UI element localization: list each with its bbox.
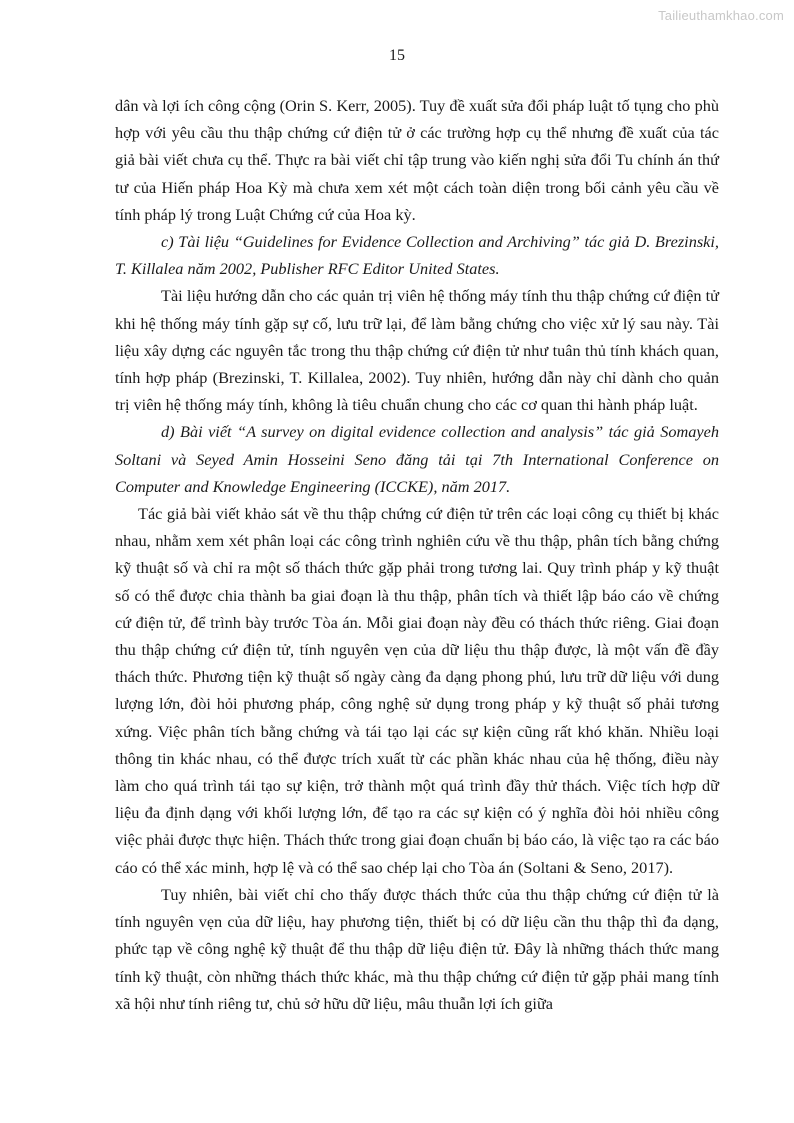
reference-heading-d: d) Bài viết “A survey on digital evidence collection and analysis” tác giả Somayeh Soltani và Seyed Amin Hosseini Seno đăng tải tại 7th International Conference on Computer and Knowledge Engineering (ICCKE), năm 2017. [115, 422, 719, 496]
paragraph-continuation: dân và lợi ích công cộng (Orin S. Kerr, 2005). Tuy đề xuất sửa đổi pháp luật tố tụng cho phù hợp với yêu cầu thu thập chứng cứ điện tử ở các trường hợp cụ thể nhưng đề xuất của tác giả bài viết chưa cụ thể. Thực ra bài viết chỉ tập trung vào kiến nghị sửa đổi Tu chính án thứ tư của Hiến pháp Hoa Kỳ mà chưa xem xét một cách toàn diện trong bối cảnh yêu cầu về tính pháp lý trong Luật Chứng cứ của Hoa kỳ. [115, 96, 719, 224]
paragraph-survey-summary: Tác giả bài viết khảo sát về thu thập chứng cứ điện tử trên các loại công cụ thiết bị khác nhau, nhằm xem xét phân loại các công trình nghiên cứu về thu thập, phân tích bằng chứng kỹ thuật số và chỉ ra một số thách thức gặp phải trong tương lai. Quy trình pháp y kỹ thuật số có thể được chia thành ba giai đoạn là thu thập, phân tích và thiết lập báo cáo về chứng cứ điện tử, để trình bày trước Tòa án. Mỗi giai đoạn này đều có thách thức riêng. Giai đoạn thu thập chứng cứ điện tử, tính nguyên vẹn của dữ liệu thu thập được, là một vấn đề đầy thách thức. Phương tiện kỹ thuật số ngày càng đa dạng phong phú, lưu trữ dữ liệu với dung lượng lớn, đòi hỏi phương pháp, công nghệ sử dụng trong pháp y kỹ thuật số phải tương xứng. Việc phân tích bằng chứng và tái tạo lại các sự kiện cũng rất khó khăn. Nhiều loại thông tin khác nhau, có thể được trích xuất từ các phần khác nhau của hệ thống, điều này làm cho quá trình tái tạo sự kiện, trở thành một quá trình đầy thử thách. Việc tích hợp dữ liệu đa định dạng với khối lượng lớn, để tạo ra các sự kiện có ý nghĩa đòi hỏi nhiều công việc phải được thực hiện. Thách thức trong giai đoạn chuẩn bị báo cáo, là việc tạo ra các báo cáo có thể xác minh, hợp lệ và có thể sao chép lại cho Tòa án (Soltani & Seno, 2017). [115, 504, 719, 877]
page-number: 15 [389, 47, 405, 64]
paragraph-guidelines-summary: Tài liệu hướng dẫn cho các quản trị viên hệ thống máy tính thu thập chứng cứ điện tử khi hệ thống máy tính gặp sự cố, lưu trữ lại, để làm bằng chứng cho việc xử lý sau này. Tài liệu xây dựng các nguyên tắc trong thu thập chứng cứ điện tử như tuân thủ tính khách quan, tính hợp pháp (Brezinski, T. Killalea, 2002). Tuy nhiên, hướng dẫn này chỉ dành cho quản trị viên hệ thống máy tính, không là tiêu chuẩn chung cho các cơ quan thi hành pháp luật. [115, 286, 719, 415]
document-body [115, 92, 719, 1017]
watermark-text: Tailieuthamkhao.com [658, 8, 784, 23]
reference-heading-c: c) Tài liệu “Guidelines for Evidence Collection and Archiving” tác giả D. Brezinski, T. Killalea năm 2002, Publisher RFC Editor United States. [115, 232, 719, 279]
paragraph-critique: Tuy nhiên, bài viết chỉ cho thấy được thách thức của thu thập chứng cứ điện tử là tính nguyên vẹn của dữ liệu, hay phương tiện, thiết bị có dữ liệu cần thu thập thì đa dạng, phức tạp về công nghệ kỹ thuật để thu thập dữ liệu điện tử. Đây là những thách thức mang tính kỹ thuật, còn những thách thức khác, mà thu thập chứng cứ điện tử gặp phải mang tính xã hội như tính riêng tư, chủ sở hữu dữ liệu, mâu thuẫn lợi ích giữa [115, 884, 719, 1013]
